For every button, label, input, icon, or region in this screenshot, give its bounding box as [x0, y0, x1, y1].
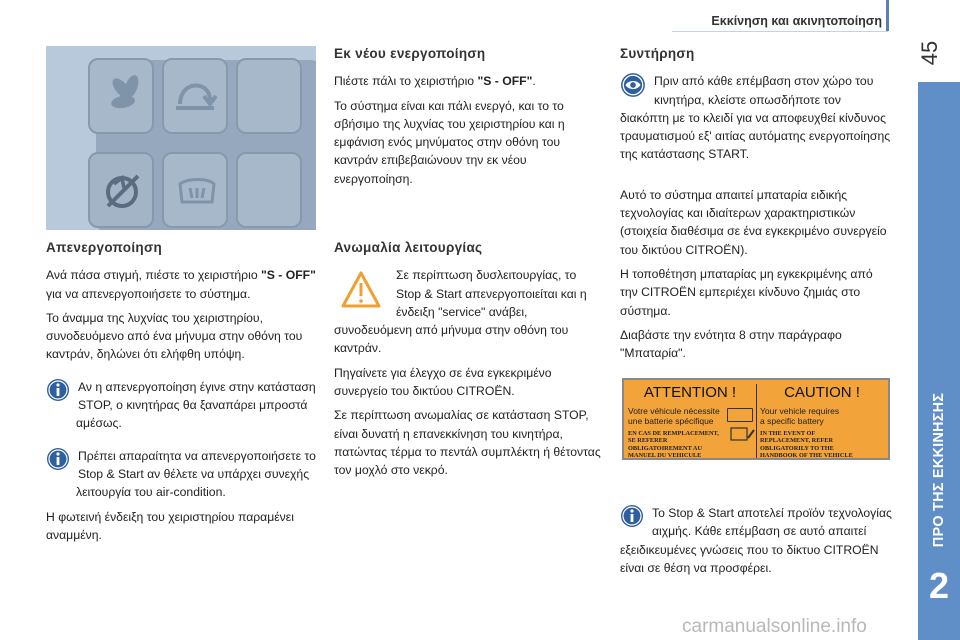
sticker-french — [624, 380, 756, 458]
battery-icon — [727, 408, 753, 422]
sticker-english — [756, 380, 888, 458]
reactivation-text-end: . — [532, 74, 536, 89]
sticker-en-line: a specific battery — [760, 415, 824, 426]
battery-text-1: Αυτό το σύστημα απαιτεί μπαταρία ειδικής τεχνολογίας και ιδιαίτερων χαρακτηριστικών (στοιχεία διαθέσιμα σε ένα εγκεκριμένο συνεργείο του δικτύου CITROËN). — [620, 187, 887, 257]
stop-start-off-icon — [90, 154, 152, 226]
reactivation-paragraph — [334, 72, 602, 90]
sticker-en-sub — [760, 407, 884, 426]
sticker-fr-small-line: EN CAS DE REMPLACEMENT, — [628, 430, 719, 437]
warning-icon — [340, 270, 382, 310]
sticker-attention: ATTENTION ! — [643, 384, 737, 401]
deactivation-heading: Απενεργοποίηση — [46, 240, 163, 255]
note-2-text-2: Η φωτεινή ένδειξη του χειριστηρίου παραμένει αναμμένη. — [46, 509, 294, 542]
watermark: carmanualsonline.info — [682, 616, 867, 637]
top-right-button — [236, 58, 302, 134]
chapter-label: ΠΡΟ ΤΗΣ ΕΚΚΙΝΗΣΗΣ — [931, 392, 947, 548]
deactivation-text: Ανά πάσα στιγμή, πιέστε το χειριστήριο — [46, 268, 261, 283]
fan-button — [88, 58, 154, 134]
sticker-en-small-line: OBLIGATORILY TO THE — [760, 444, 834, 452]
header-tick — [886, 0, 889, 31]
deactivation-paragraph — [46, 266, 318, 303]
note-2-text: Πρέπει απαραίτητα να απενεργοποιήσετε το Stop & Start αν θέλετε να υπάρχει συνεχής λειτουργία του air-condition. — [76, 448, 316, 500]
bottom-right-button — [236, 152, 302, 228]
right-column — [620, 44, 892, 368]
sticker-fr-small-line: MANUEL DU VEHICULE — [628, 451, 702, 459]
battery-warning-sticker — [622, 378, 890, 460]
anomaly-heading: Ανωμαλία λειτουργίας — [334, 240, 483, 256]
battery-text-3: Διαβάστε την ενότητα 8 στην παράγραφο "Μπαταρία". — [620, 327, 842, 361]
info-icon — [46, 378, 70, 402]
info-icon — [620, 504, 644, 528]
fan-icon — [90, 60, 152, 132]
reactivation-text: Πιέστε πάλι το χειριστήριο — [334, 74, 478, 89]
recirculation-icon — [164, 60, 226, 132]
deactivation-text-end: για να απενεργοποιήσετε το σύστημα. — [46, 286, 251, 301]
maintenance-note — [620, 72, 892, 163]
page-number: 45 — [917, 40, 942, 66]
sticker-en-small-line: REPLACEMENT, REFER — [760, 437, 834, 445]
maintenance-text: Πριν από κάθε επέμβαση στον χώρο του κινητήρα, κλείστε οπωσδήποτε τον διακόπτη με το κλειδί για να αποφευχθεί κίνδυνος τραυματισμού εξ' αιτίας αυτόματης ενεργοποίησης της κατάστασης START. — [620, 74, 891, 162]
defrost-button — [162, 152, 228, 228]
anomaly-text-1: Σε περίπτωση δυσλειτουργίας, το Stop & Start απενεργοποιείται και η ένδειξη "service" ανάβει, συνοδευόμενη από μήνυμα στην οθόνη του καντράν. — [334, 268, 587, 356]
info-note-1 — [46, 378, 318, 433]
sticker-fr-line: une batterie spécifique — [628, 415, 714, 426]
final-note — [620, 504, 892, 583]
deactivation-paragraph-2: Το άναμμα της λυχνίας του χειριστηρίου, συνοδευόμενο από ένα μήνυμα στην οθόνη του καντράν, δηλώνει ότι ελήφθη υπόψη. — [46, 310, 303, 362]
note-1-text: Αν η απενεργοποίηση έγινε στην κατάσταση STOP, ο κινητήρας θα ξαναπάρει μπροστά αμέσως. — [76, 379, 316, 431]
sticker-fr-line: Votre véhicule nécessite — [628, 406, 720, 416]
defrost-icon — [164, 154, 226, 226]
anomaly-text-2: Πηγαίνετε για έλεγχο σε ένα εγκεκριμένο συνεργείο του δικτύου CITROËN. — [334, 365, 552, 399]
sticker-fr-small-line: OBLIGATOIREMENT AU — [628, 444, 703, 452]
chapter-number: 2 — [928, 565, 950, 606]
sticker-en-small — [760, 430, 884, 459]
sticker-en-small-line: IN THE EVENT OF — [760, 430, 816, 437]
manual-icon — [730, 426, 756, 442]
middle-column — [334, 44, 602, 486]
s-off-label: "S - OFF" — [261, 268, 316, 283]
sticker-en-small-line: HANDBOOK OF THE VEHICLE — [760, 451, 853, 459]
running-header: Εκκίνηση και ακινητοποίηση — [711, 14, 882, 28]
recirculation-button — [162, 58, 228, 134]
s-off-label: "S - OFF" — [477, 74, 533, 89]
left-column — [46, 238, 318, 550]
maintenance-heading: Συντήρηση — [620, 46, 695, 61]
sticker-caution: CAUTION ! — [784, 384, 860, 401]
info-note-2 — [46, 447, 318, 544]
info-icon — [46, 447, 70, 471]
info-note-3 — [620, 504, 892, 577]
warning-note — [334, 266, 602, 357]
s-off-button — [88, 152, 154, 228]
eye-icon — [620, 72, 646, 98]
battery-text-2: Η τοποθέτηση μπαταρίας μη εγκεκριμένης από την CITROËN εμπεριέχει κίνδυνο ζημιάς στο σύστημα. — [620, 266, 873, 318]
final-note-text: Το Stop & Start αποτελεί προϊόν τεχνολογίας αιχμής. Κάθε επέμβαση σε αυτό απαιτεί εξειδικευμένες γνώσεις που το δίκτυο CITROËN είναι σε θέση να προσφέρει. — [620, 506, 892, 575]
sticker-fr-small-line: SE REFERER — [628, 437, 668, 445]
console-photo — [46, 46, 316, 230]
reactivation-paragraph-2: Το σύστημα είναι και πάλι ενεργό, και το το σβήσιμο της λυχνίας του χειριστηρίου και η εμφάνιση ενός μηνύματος στην οθόνη του καντράν επιβεβαιώνουν την εκ νέου ενεργοποίηση. — [334, 98, 565, 186]
reactivation-heading: Εκ νέου ενεργοποίηση — [334, 46, 486, 61]
anomaly-text-3: Σε περίπτωση ανωμαλίας σε κατάσταση STOP, είναι δυνατή η επανεκκίνηση του κινητήρα, πατώντας τέρμα το πεντάλ συμπλέκτη ή θέτοντας τον μοχλό στο νεκρό. — [334, 408, 601, 478]
header-rule — [672, 31, 888, 32]
sticker-en-line: Your vehicle requires — [760, 406, 840, 416]
control-panel — [96, 60, 316, 230]
chapter-sidebar — [918, 82, 960, 640]
